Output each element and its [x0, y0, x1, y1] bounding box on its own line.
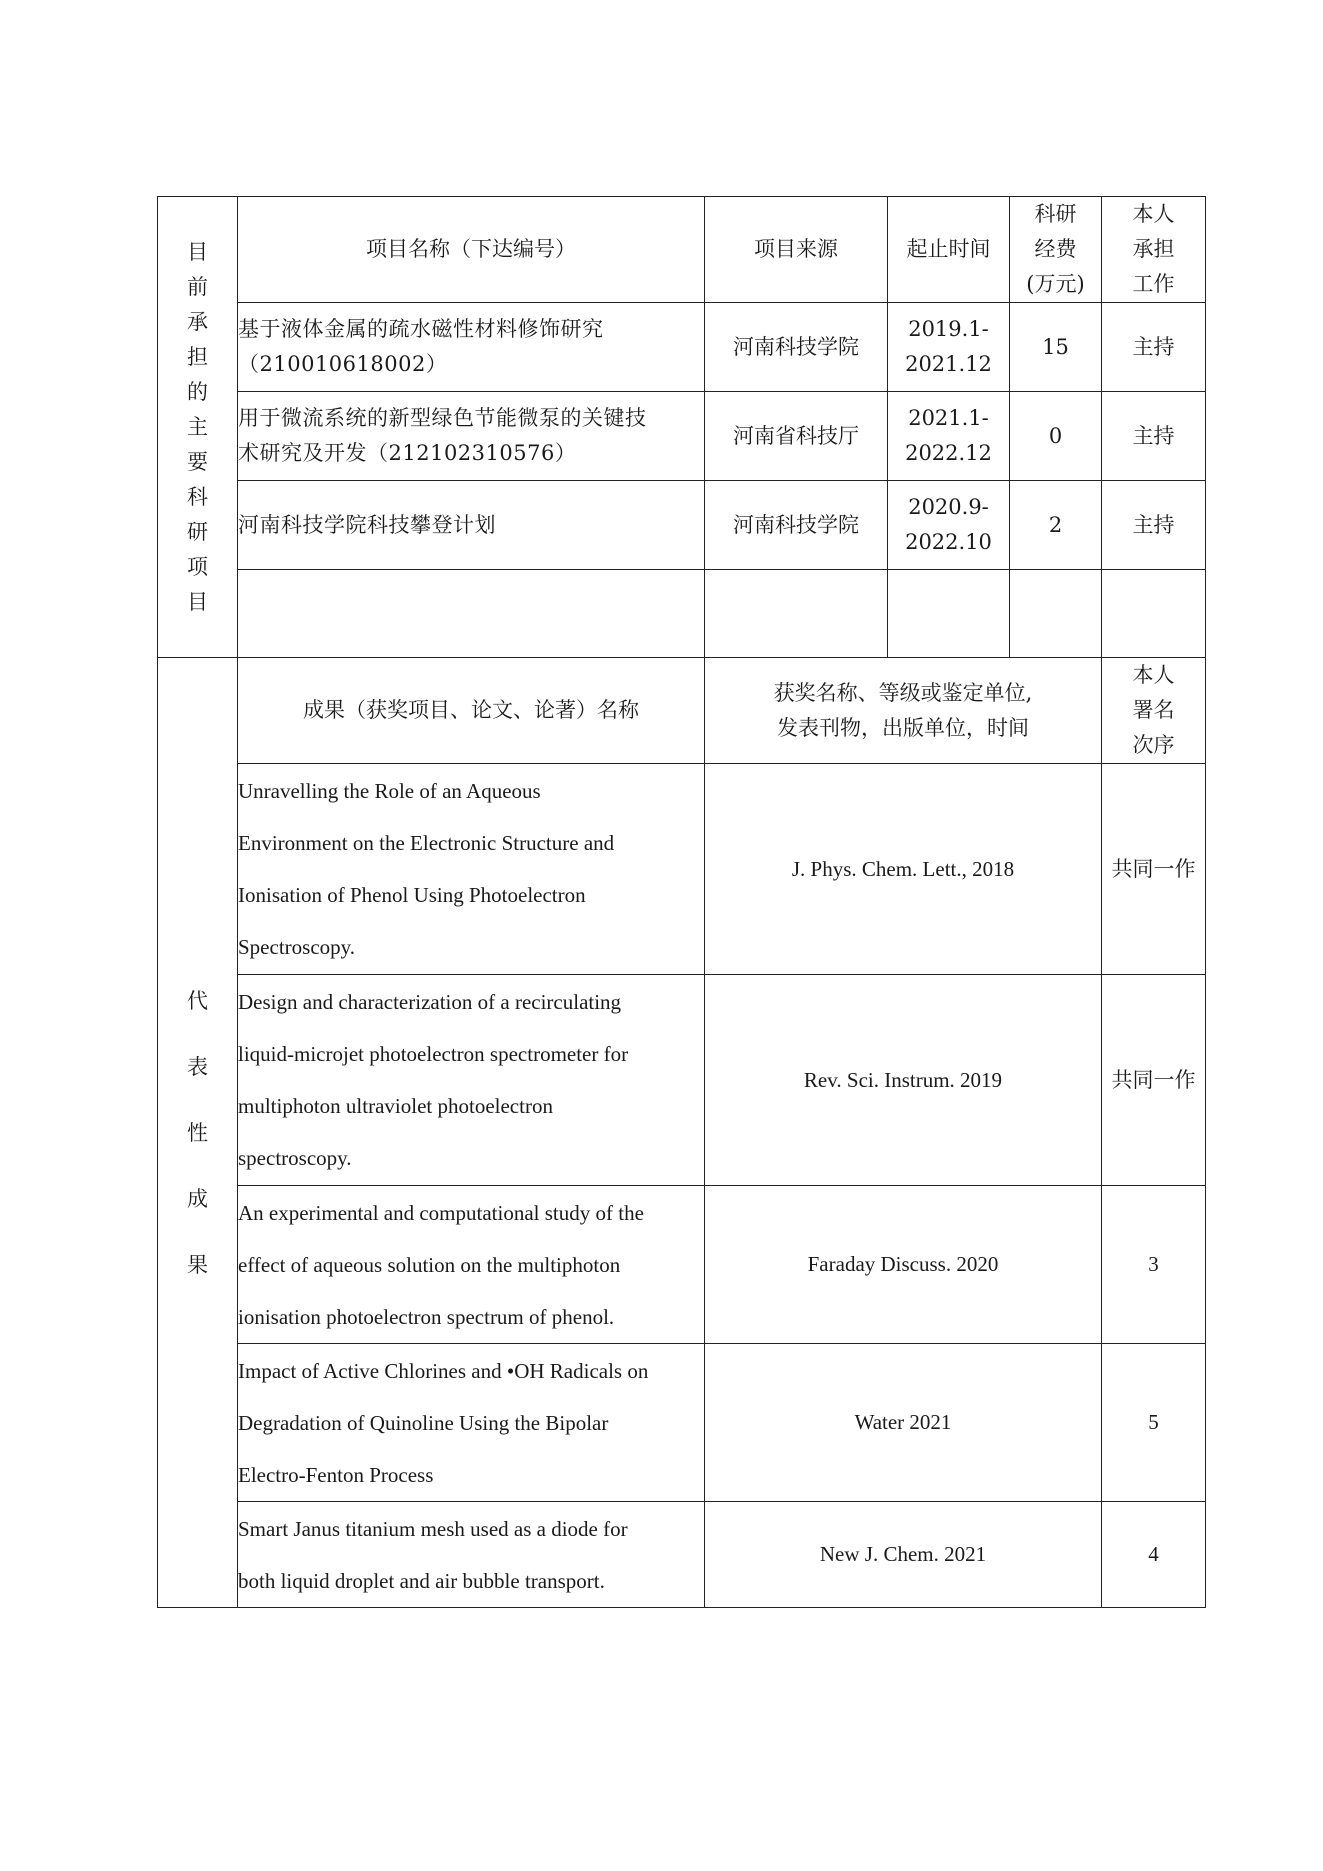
project-row [158, 481, 1206, 570]
achievement-venue: Rev. Sci. Instrum. 2019 [705, 975, 1102, 1186]
project-row [158, 303, 1206, 392]
achievement-row [158, 1186, 1206, 1344]
project-source: 河南省科技厅 [705, 392, 888, 481]
achievement-title: Unravelling the Role of an Aqueous Environment on the Electronic Structure and Ionisation of Phenol Using Photoelectron Spectroscopy. [238, 764, 705, 975]
achievement-order: 共同一作 [1102, 764, 1206, 975]
project-name: 基于液体金属的疏水磁性材料修饰研究 （210010618002） [238, 303, 705, 392]
project-name: 用于微流系统的新型绿色节能微泵的关键技 术研究及开发（212102310576） [238, 392, 705, 481]
project-funding: 15 [1010, 303, 1102, 392]
project-role: 主持 [1102, 303, 1206, 392]
empty-cell [1102, 570, 1206, 658]
achievement-order: 共同一作 [1102, 975, 1206, 1186]
header-venue: 获奖名称、等级或鉴定单位, 发表刊物，出版单位，时间 [705, 658, 1102, 764]
header-project-name: 项目名称（下达编号） [238, 197, 705, 303]
project-source: 河南科技学院 [705, 303, 888, 392]
achievement-title: Impact of Active Chlorines and •OH Radicals on Degradation of Quinoline Using the Bipolar Electro-Fenton Process [238, 1344, 705, 1502]
project-row-empty [158, 570, 1206, 658]
project-role: 主持 [1102, 392, 1206, 481]
achievement-row [158, 1344, 1206, 1502]
research-table [157, 196, 1206, 1608]
project-row [158, 392, 1206, 481]
achievement-venue: New J. Chem. 2021 [705, 1502, 1102, 1608]
projects-section-label: 目 前 承 担 的 主 要 科 研 项 目 [158, 197, 238, 658]
header-achievement-name: 成果（获奖项目、论文、论著）名称 [238, 658, 705, 764]
project-funding: 0 [1010, 392, 1102, 481]
achievement-title: An experimental and computational study of the effect of aqueous solution on the multiphoton ionisation photoelectron spectrum of phenol. [238, 1186, 705, 1344]
achievement-row [158, 975, 1206, 1186]
achievement-venue: Water 2021 [705, 1344, 1102, 1502]
project-role: 主持 [1102, 481, 1206, 570]
project-period: 2021.1- 2022.12 [888, 392, 1010, 481]
achievement-venue: Faraday Discuss. 2020 [705, 1186, 1102, 1344]
header-author-order: 本人 署名 次序 [1102, 658, 1206, 764]
empty-cell [1010, 570, 1102, 658]
project-source: 河南科技学院 [705, 481, 888, 570]
achievement-row [158, 1502, 1206, 1608]
achievement-order: 5 [1102, 1344, 1206, 1502]
empty-cell [705, 570, 888, 658]
empty-cell [238, 570, 705, 658]
header-funding: 科研 经费 (万元) [1010, 197, 1102, 303]
achievement-title: Design and characterization of a recirculating liquid-microjet photoelectron spectrometer for multiphoton ultraviolet photoelectron spectroscopy. [238, 975, 705, 1186]
project-period: 2019.1- 2021.12 [888, 303, 1010, 392]
achievement-row [158, 764, 1206, 975]
header-role: 本人 承担 工作 [1102, 197, 1206, 303]
achievement-title: Smart Janus titanium mesh used as a diode for both liquid droplet and air bubble transport. [238, 1502, 705, 1608]
achievement-venue: J. Phys. Chem. Lett., 2018 [705, 764, 1102, 975]
achievement-order: 4 [1102, 1502, 1206, 1608]
header-period: 起止时间 [888, 197, 1010, 303]
header-project-source: 项目来源 [705, 197, 888, 303]
project-period: 2020.9- 2022.10 [888, 481, 1010, 570]
achievements-section-label: 代 表 性 成 果 [158, 658, 238, 1608]
empty-cell [888, 570, 1010, 658]
project-funding: 2 [1010, 481, 1102, 570]
project-name: 河南科技学院科技攀登计划 [238, 481, 705, 570]
achievement-order: 3 [1102, 1186, 1206, 1344]
